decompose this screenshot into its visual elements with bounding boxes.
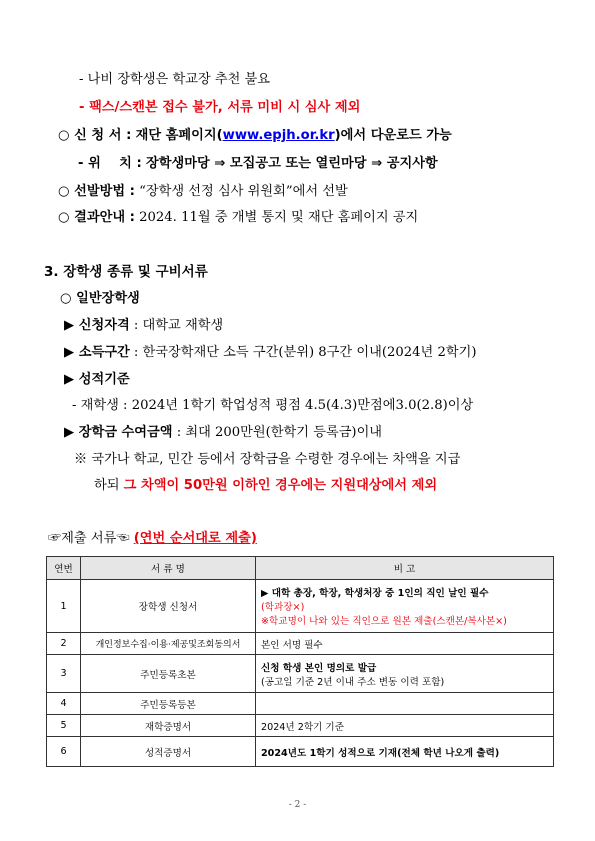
table-row [47,737,554,767]
note-difference: ※ 국가나 학교, 민간 등에서 장학금을 수령한 경우에는 차액을 지급 [74,452,461,467]
general-scholar-heading: ○ 일반장학생 [60,291,140,306]
income-line [64,341,476,360]
row-note [256,580,554,633]
homepage-link[interactable]: www.epjh.or.kr [222,128,335,143]
table-row [47,580,554,633]
row-note [256,693,554,715]
row-note [256,655,554,693]
header-note: 비 고 [256,557,554,580]
amount-label: ▶ 장학금 수여금액 [64,425,173,440]
application-text-post: )에서 다운로드 가능 [334,128,452,143]
note-exclusion-red: 그 차액이 50만원 이하인 경우에는 지원대상에서 제외 [123,478,438,493]
table-row [47,693,554,715]
qualification-line [64,314,223,333]
qualification-label: ▶ 신청자격 [64,318,130,333]
table-row [47,633,554,655]
row-note-line2: (공고일 기준 2년 이내 주소 변동 이력 포함) [261,676,445,688]
selection-text: “장학생 선정 심사 위원회”에서 선발 [139,184,348,199]
docs-title-line [48,527,257,546]
row-name: 주민등록등본 [81,693,256,715]
application-text-pre: 재단 홈페이지( [135,128,223,143]
grade-text: - 재학생 : 2024년 1학기 학업성적 평점 4.5(4.3)만점에3.0(2.8)이상 [72,398,474,413]
header-name: 서 류 명 [81,557,256,580]
row-no: 4 [47,693,81,715]
row-note: 2024년 2학기 기준 [256,715,554,737]
selection-label: ○ 선발방법 : [58,184,135,199]
section-heading: 3. 장학생 종류 및 구비서류 [44,264,208,280]
row-note: 2024년도 1학기 성적으로 기재(전체 학년 나오게 출력) [256,737,554,767]
result-text: 2024. 11월 중 개별 통지 및 재단 홈페이지 공지 [139,210,419,225]
row-note-line1: ▶ 대학 총장, 학장, 학생처장 중 1인의 직인 날인 필수 [261,588,489,599]
qualification-text: : 대학교 재학생 [133,318,224,333]
result-label: ○ 결과안내 : [58,210,135,225]
docs-title: ☞제출 서류☜ [48,531,130,546]
table-header-row [47,557,554,580]
row-name: 재학증명서 [81,715,256,737]
selection-line [58,180,348,199]
row-no: 6 [47,737,81,767]
amount-text: : 최대 200만원(한학기 등록금)이내 [176,425,383,440]
grade-label: ▶ 성적기준 [64,372,130,387]
location-line [78,152,438,171]
row-note: 본인 서명 필수 [256,633,554,655]
row-no: 5 [47,715,81,737]
page-number: - 2 - [288,800,307,810]
table-row [47,655,554,693]
row-note-line2: (학과장×) [261,602,305,613]
row-note-line3: ※학교명이 나와 있는 직인으로 원본 제출(스캔본/복사본×) [261,616,507,627]
note-exclusion [94,474,437,493]
application-line [58,124,452,143]
documents-table [46,556,554,767]
docs-title-order: (연번 순서대로 제출) [133,531,257,546]
header-no: 연번 [47,557,81,580]
row-name: 주민등록초본 [81,655,256,693]
result-line [58,206,418,225]
note-exclusion-pre: 하되 [94,478,124,493]
location-label: - 위 치 : [78,156,142,171]
row-name: 성적증명서 [81,737,256,767]
income-text: : 한국장학재단 소득 구간(분위) 8구간 이내(2024년 2학기) [133,345,477,360]
table-row [47,715,554,737]
application-label: ○ 신 청 서 : [58,128,132,143]
note-butterfly: - 나비 장학생은 학교장 추천 불요 [79,72,271,87]
amount-line [64,421,382,440]
row-no: 1 [47,580,81,633]
note-no-fax: - 팩스/스캔본 접수 불가, 서류 미비 시 심사 제외 [79,100,361,115]
row-name: 장학생 신청서 [81,580,256,633]
row-note-line1: 신청 학생 본인 명의로 발급 [261,662,377,674]
row-no: 2 [47,633,81,655]
income-label: ▶ 소득구간 [64,345,130,360]
location-text: 장학생마당 ⇒ 모집공고 또는 열린마당 ⇒ 공지사항 [145,156,438,171]
row-no: 3 [47,655,81,693]
row-name: 개인정보수집·이용·제공및조회동의서 [81,633,256,655]
